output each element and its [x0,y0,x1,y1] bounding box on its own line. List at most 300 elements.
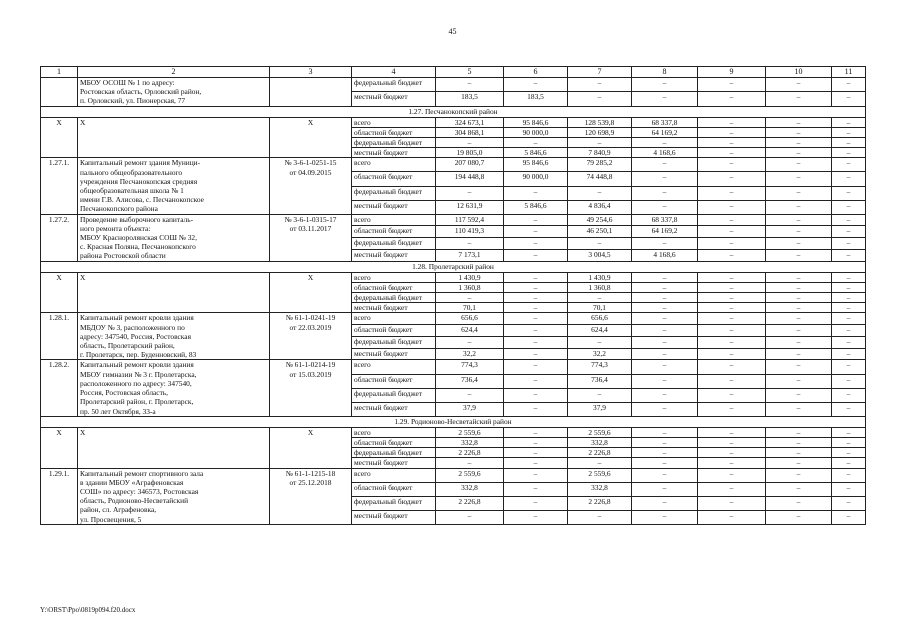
table-row [41,360,866,374]
amount-cell: 2 226,8 [436,448,504,458]
amount-cell: 4 168,6 [632,249,698,261]
funding-source-cell: областной бюджет [352,226,436,238]
amount-cell: – [766,388,832,402]
amount-cell: – [766,78,832,92]
amount-cell: – [832,186,866,200]
table-row [41,313,866,325]
funding-source-cell: областной бюджет [352,437,436,447]
amount-cell: – [504,388,568,402]
amount-cell: 32,2 [568,348,632,360]
amount-cell: – [766,437,832,447]
funding-source-cell: федеральный бюджет [352,336,436,348]
amount-cell: – [832,282,866,292]
amount-cell: – [632,402,698,416]
amount-cell: 1 430,9 [436,272,504,282]
funding-source-cell: областной бюджет [352,282,436,292]
header-cell: 4 [352,67,436,78]
amount-cell: – [766,402,832,416]
funding-source-cell: федеральный бюджет [352,388,436,402]
amount-cell: – [698,249,766,261]
header-row [41,67,866,78]
amount-cell: – [698,92,766,106]
amount-cell: 332,8 [436,437,504,447]
object-name-cell: Проведение выборочного капиталь- ного ремонта объекта: МБОУ Красноpолянская СОШ № 32, с. Красная Поляна, Песчанокопского района Ростовской области [78,214,270,261]
amount-cell: – [632,186,698,200]
amount-cell: – [832,388,866,402]
amount-cell: – [832,468,866,482]
amount-cell: 207 080,7 [436,158,504,172]
amount-cell: – [766,226,832,238]
amount-cell: 183,5 [436,92,504,106]
amount-cell: – [698,117,766,127]
section-row [41,106,866,117]
item-number-cell: 1.29.1. [41,468,78,524]
amount-cell: – [504,214,568,226]
amount-cell: – [632,510,698,524]
amount-cell: 2 559,6 [568,468,632,482]
amount-cell: 332,8 [568,482,632,496]
amount-cell: – [436,293,504,303]
document-cell [270,78,352,107]
amount-cell: 736,4 [436,374,504,388]
amount-cell: 2 226,8 [568,496,632,510]
amount-cell: – [632,158,698,172]
amount-cell: 304 868,1 [436,127,504,137]
funding-source-cell: федеральный бюджет [352,78,436,92]
amount-cell: – [436,138,504,148]
amount-cell: 90 000,0 [504,172,568,186]
amount-cell: – [504,293,568,303]
amount-cell: – [632,78,698,92]
amount-cell: 183,5 [504,92,568,106]
object-name-cell: X [78,427,270,468]
section-title: 1.28. Пролетарский район [41,261,866,272]
amount-cell: – [766,127,832,137]
funding-source-cell: всего [352,272,436,282]
header-cell: 1 [41,67,78,78]
amount-cell: – [698,186,766,200]
amount-cell: – [504,510,568,524]
amount-cell: – [632,348,698,360]
table-row [41,272,866,282]
amount-cell: – [698,336,766,348]
table-row [41,214,866,226]
amount-cell: – [632,448,698,458]
amount-cell: 4 168,6 [632,148,698,158]
amount-cell: – [832,402,866,416]
amount-cell: – [698,496,766,510]
amount-cell: 2 559,6 [436,427,504,437]
amount-cell: – [436,510,504,524]
amount-cell: – [698,172,766,186]
amount-cell: 32,2 [436,348,504,360]
amount-cell: – [698,78,766,92]
amount-cell: – [698,348,766,360]
amount-cell: – [832,336,866,348]
amount-cell: 2 559,6 [436,468,504,482]
amount-cell: – [632,325,698,337]
amount-cell: 332,8 [436,482,504,496]
amount-cell: – [504,78,568,92]
funding-source-cell: всего [352,468,436,482]
amount-cell: – [766,92,832,106]
amount-cell: 736,4 [568,374,632,388]
amount-cell: 70,1 [568,303,632,313]
document-cell: № 3-6-1-0315-17 от 03.11.2017 [270,214,352,261]
amount-cell: – [504,325,568,337]
amount-cell: – [832,172,866,186]
amount-cell: – [766,148,832,158]
amount-cell: 656,6 [436,313,504,325]
amount-cell: – [832,348,866,360]
amount-cell: – [832,158,866,172]
document-cell: № 61-1-1215-18 от 25.12.2018 [270,468,352,524]
amount-cell: 774,3 [568,360,632,374]
amount-cell: 117 592,4 [436,214,504,226]
funding-source-cell: местный бюджет [352,303,436,313]
amount-cell: – [832,148,866,158]
amount-cell: – [766,249,832,261]
amount-cell: – [698,468,766,482]
footer-file-path: Y:\ORST\Ppo\0819p094.f20.docx [40,606,136,614]
amount-cell: 2 226,8 [568,448,632,458]
amount-cell: – [698,402,766,416]
amount-cell: 49 254,6 [568,214,632,226]
amount-cell: – [632,313,698,325]
amount-cell: – [436,78,504,92]
amount-cell: – [504,313,568,325]
object-name-cell: Капитальный ремонт спортивного зала в здании МБОУ «Аграфеновская СОШ» по адресу: 346573, Ростовская область, Родионово-Несветайский район, сл. Аграфеновка, ул. Просвещения, 5 [78,468,270,524]
amount-cell: – [766,138,832,148]
amount-cell: – [698,374,766,388]
amount-cell: – [766,238,832,250]
amount-cell: 64 169,2 [632,226,698,238]
item-number-cell: 1.28.1. [41,313,78,360]
amount-cell: – [504,437,568,447]
amount-cell: – [632,458,698,468]
amount-cell: 46 250,1 [568,226,632,238]
table-row [41,468,866,482]
amount-cell: – [504,336,568,348]
amount-cell: 68 337,8 [632,117,698,127]
amount-cell: – [698,510,766,524]
amount-cell: – [766,360,832,374]
amount-cell: 12 631,9 [436,200,504,214]
amount-cell: – [698,293,766,303]
amount-cell: 656,6 [568,313,632,325]
amount-cell: – [766,293,832,303]
amount-cell: 3 004,5 [568,249,632,261]
amount-cell: – [698,458,766,468]
amount-cell: – [436,186,504,200]
amount-cell: – [698,427,766,437]
funding-source-cell: всего [352,117,436,127]
amount-cell: – [832,293,866,303]
object-name-cell: Капитальный ремонт кровли здания МБДОУ № 3, расположенного по адресу: 347540, Россия, Ростовская область, Пролетарский район, г. Пролетарск, пер. Буденновский, 83 [78,313,270,360]
amount-cell: – [632,282,698,292]
amount-cell: – [766,200,832,214]
amount-cell: – [698,303,766,313]
amount-cell: – [504,282,568,292]
amount-cell: – [504,303,568,313]
amount-cell: – [504,186,568,200]
item-number-cell: X [41,427,78,468]
amount-cell: 37,9 [436,402,504,416]
header-cell: 11 [832,67,866,78]
amount-cell: – [632,200,698,214]
amount-cell: 70,1 [436,303,504,313]
amount-cell: – [766,482,832,496]
section-row [41,416,866,427]
funding-source-cell: федеральный бюджет [352,496,436,510]
document-cell: X [270,427,352,468]
object-name-cell: Капитальный ремонт кровли здания МБОУ гимназии № 3 г. Пролетарска, расположенного по адресу: 347540, Россия, Ростовская область, Пролетарский район, г. Пролетарск, пр. 50 лет Октября, 33-а [78,360,270,416]
budget-table [40,66,866,525]
amount-cell: – [632,138,698,148]
header-cell: 10 [766,67,832,78]
amount-cell: – [568,92,632,106]
amount-cell: – [766,427,832,437]
amount-cell: – [632,468,698,482]
amount-cell: – [632,293,698,303]
amount-cell: – [504,226,568,238]
amount-cell: – [632,272,698,282]
funding-source-cell: местный бюджет [352,200,436,214]
amount-cell: – [504,482,568,496]
item-number-cell: X [41,117,78,158]
amount-cell: – [766,374,832,388]
amount-cell: 194 448,8 [436,172,504,186]
amount-cell: – [832,448,866,458]
amount-cell: – [568,238,632,250]
amount-cell: – [698,448,766,458]
amount-cell: – [832,78,866,92]
object-name-cell: X [78,117,270,158]
funding-source-cell: всего [352,214,436,226]
funding-source-cell: всего [352,313,436,325]
amount-cell: – [698,127,766,137]
funding-source-cell: федеральный бюджет [352,238,436,250]
funding-source-cell: областной бюджет [352,482,436,496]
amount-cell: – [698,148,766,158]
amount-cell: – [504,272,568,282]
amount-cell: – [504,448,568,458]
item-number-cell: 1.28.2. [41,360,78,416]
document-cell: № 61-1-0241-19 от 22.03.2019 [270,313,352,360]
amount-cell: 95 846,6 [504,117,568,127]
amount-cell: – [632,336,698,348]
amount-cell: – [698,282,766,292]
amount-cell: – [832,92,866,106]
amount-cell: – [568,388,632,402]
funding-source-cell: федеральный бюджет [352,186,436,200]
amount-cell: – [568,78,632,92]
amount-cell: – [568,510,632,524]
funding-source-cell: федеральный бюджет [352,293,436,303]
document-cell: X [270,117,352,158]
amount-cell: – [632,360,698,374]
funding-source-cell: местный бюджет [352,249,436,261]
amount-cell: – [436,336,504,348]
amount-cell: – [766,458,832,468]
table-row [41,78,866,92]
section-row [41,261,866,272]
amount-cell: – [632,496,698,510]
amount-cell: – [766,348,832,360]
amount-cell: – [766,214,832,226]
funding-source-cell: федеральный бюджет [352,138,436,148]
document-cell: X [270,272,352,313]
amount-cell: – [504,402,568,416]
amount-cell: – [832,200,866,214]
amount-cell: – [832,127,866,137]
page-number: 45 [448,27,457,36]
amount-cell: – [832,360,866,374]
amount-cell: – [568,186,632,200]
amount-cell: 624,4 [568,325,632,337]
amount-cell: – [832,496,866,510]
amount-cell: 2 226,8 [436,496,504,510]
funding-source-cell: всего [352,360,436,374]
funding-source-cell: местный бюджет [352,402,436,416]
amount-cell: – [504,458,568,468]
amount-cell: – [766,468,832,482]
amount-cell: – [632,388,698,402]
amount-cell: – [632,427,698,437]
object-name-cell: Капитальный ремонт здания Муници- пального общеобразовательного учреждения Песчанокопская средняя общеобразовательная школа № 1 имени Г.В. Алисова, с. Песчанокопское Песчанокопского района [78,158,270,214]
amount-cell: – [698,272,766,282]
header-cell: 9 [698,67,766,78]
amount-cell: – [766,186,832,200]
amount-cell: 7 173,1 [436,249,504,261]
section-title: 1.29. Родионово-Несветайский район [41,416,866,427]
amount-cell: – [832,458,866,468]
amount-cell: – [504,374,568,388]
amount-cell: 624,4 [436,325,504,337]
amount-cell: – [766,496,832,510]
amount-cell: 120 698,9 [568,127,632,137]
amount-cell: – [832,374,866,388]
table-row [41,158,866,172]
funding-source-cell: местный бюджет [352,148,436,158]
amount-cell: – [568,458,632,468]
amount-cell: 7 840,9 [568,148,632,158]
amount-cell: – [632,238,698,250]
amount-cell: – [698,325,766,337]
item-number-cell: 1.27.2. [41,214,78,261]
section-title: 1.27. Песчанокопский район [41,106,866,117]
amount-cell: – [832,238,866,250]
amount-cell: – [832,138,866,148]
amount-cell: – [766,282,832,292]
amount-cell: – [698,437,766,447]
amount-cell: – [568,293,632,303]
header-cell: 3 [270,67,352,78]
funding-source-cell: местный бюджет [352,510,436,524]
amount-cell: – [504,468,568,482]
amount-cell: – [632,437,698,447]
amount-cell: – [698,200,766,214]
funding-source-cell: местный бюджет [352,92,436,106]
amount-cell: – [698,313,766,325]
amount-cell: – [698,482,766,496]
amount-cell: 1 360,8 [436,282,504,292]
amount-cell: – [832,510,866,524]
amount-cell: – [832,226,866,238]
amount-cell: 332,8 [568,437,632,447]
amount-cell: – [436,388,504,402]
amount-cell: – [766,448,832,458]
amount-cell: 68 337,8 [632,214,698,226]
header-cell: 7 [568,67,632,78]
amount-cell: 64 169,2 [632,127,698,137]
amount-cell: – [568,336,632,348]
amount-cell: – [832,482,866,496]
amount-cell: – [504,348,568,360]
funding-source-cell: федеральный бюджет [352,448,436,458]
amount-cell: – [698,158,766,172]
funding-source-cell: областной бюджет [352,172,436,186]
amount-cell: – [504,496,568,510]
amount-cell: – [698,214,766,226]
amount-cell: – [766,313,832,325]
funding-source-cell: всего [352,427,436,437]
amount-cell: 324 673,1 [436,117,504,127]
amount-cell: – [832,214,866,226]
amount-cell: – [832,313,866,325]
amount-cell: 90 000,0 [504,127,568,137]
header-cell: 6 [504,67,568,78]
amount-cell: 110 419,3 [436,226,504,238]
amount-cell: – [504,238,568,250]
amount-cell: 74 448,8 [568,172,632,186]
amount-cell: 774,3 [436,360,504,374]
amount-cell: – [698,360,766,374]
amount-cell: – [832,272,866,282]
amount-cell: 79 285,2 [568,158,632,172]
amount-cell: – [766,325,832,337]
amount-cell: – [698,238,766,250]
amount-cell: – [632,482,698,496]
amount-cell: – [436,458,504,468]
amount-cell: – [698,388,766,402]
document-cell: № 61-1-0214-19 от 15.03.2019 [270,360,352,416]
header-cell: 2 [78,67,270,78]
document-cell: № 3-6-1-0251-15 от 04.09.2015 [270,158,352,214]
amount-cell: – [766,336,832,348]
amount-cell: – [632,172,698,186]
item-number-cell: 1.27.1. [41,158,78,214]
amount-cell: – [766,117,832,127]
table-row [41,117,866,127]
amount-cell: – [766,510,832,524]
header-cell: 8 [632,67,698,78]
amount-cell: – [568,138,632,148]
amount-cell: – [632,92,698,106]
object-name-cell: МБОУ ОСОШ № 1 по адресу: Ростовская область, Орловский район, п. Орловский, ул. Пионерская, 77 [78,78,270,107]
amount-cell: – [504,138,568,148]
funding-source-cell: местный бюджет [352,348,436,360]
amount-cell: 37,9 [568,402,632,416]
amount-cell: – [832,437,866,447]
object-name-cell: X [78,272,270,313]
funding-source-cell: областной бюджет [352,325,436,337]
amount-cell: 5 846,6 [504,148,568,158]
funding-source-cell: областной бюджет [352,127,436,137]
amount-cell: – [832,249,866,261]
amount-cell: – [766,303,832,313]
amount-cell: 2 559,6 [568,427,632,437]
